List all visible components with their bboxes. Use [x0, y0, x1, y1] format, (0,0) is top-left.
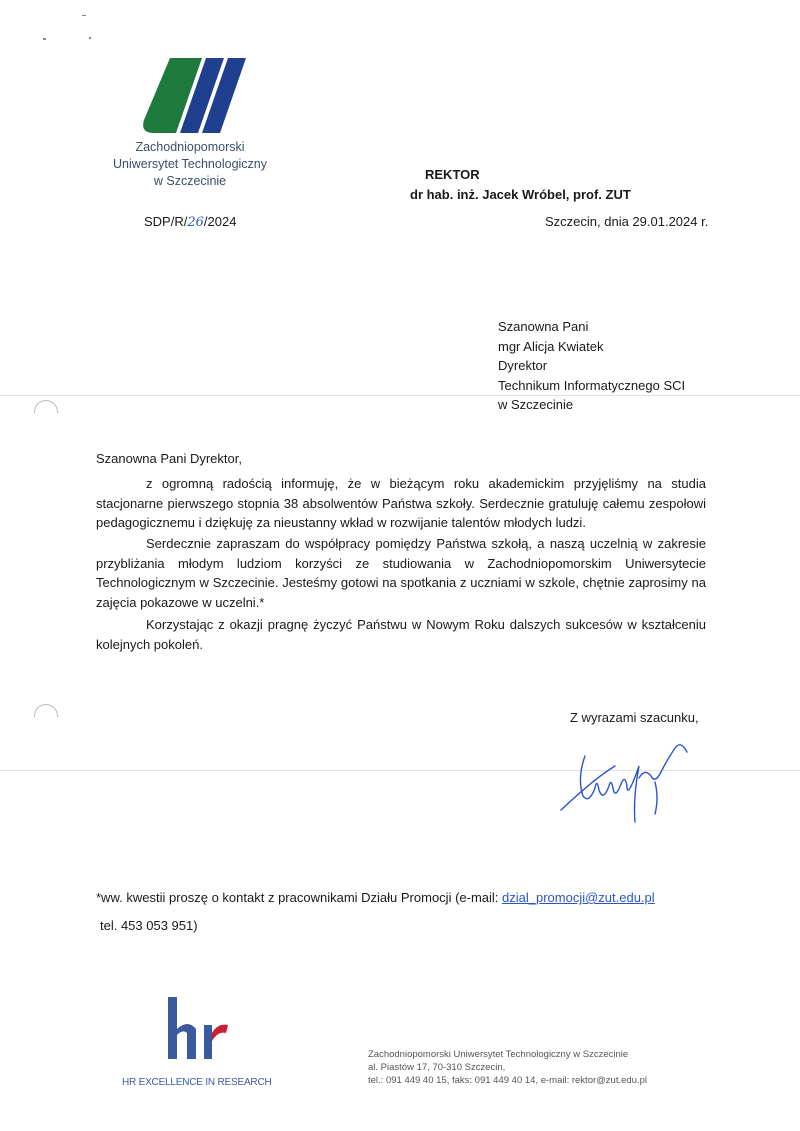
reference-handwritten-number: 26	[187, 215, 204, 230]
university-logo	[140, 58, 250, 133]
rektor-title: REKTOR	[425, 167, 480, 182]
paragraph-3: Korzystając z okazji pragnę życzyć Państwu w Nowym Roku dalszych sukcesów w kształceniu kolejnych pokoleń.	[96, 617, 706, 652]
recipient-line: Technikum Informatycznego SCI	[498, 377, 686, 393]
university-name	[100, 139, 280, 190]
letter-date: Szczecin, dnia 29.01.2024 r.	[545, 214, 709, 229]
university-name-line: Zachodniopomorski	[135, 140, 245, 154]
footer-address-line: tel.: 091 449 40 15, faks: 091 449 40 14, e-mail: rektor@zut.edu.pl	[368, 1075, 647, 1086]
university-name-line: Uniwersytet Technologiczny	[112, 157, 267, 171]
hr-excellence-caption: HR EXCELLENCE IN RESEARCH	[122, 1077, 272, 1088]
footnote	[96, 888, 655, 907]
footer-address	[368, 1048, 647, 1087]
footer-address-line: al. Piastów 17, 70-310 Szczecin,	[368, 1062, 506, 1073]
hr-logo-h-arch	[177, 1024, 196, 1059]
promotion-email-link[interactable]: dzial_promocji@zut.edu.pl	[502, 890, 655, 905]
footnote-phone: tel. 453 053 951)	[100, 918, 198, 933]
punch-hole-mark	[34, 400, 58, 413]
paragraph-2: Serdecznie zapraszam do współpracy pomiędzy Państwa szkołą, a naszą uczelnią w zakresie przybliżania młodym ludziom korzyści ze studiowania w Zachodniopomorskim Uniwersytecie Technologicznym w Szczecinie. Jesteśmy gotowi na spotkania z uczniami w szkole, chętnie zaprosimy na zajęcia pokazowe w uczelni.*	[96, 536, 706, 610]
recipient-address	[498, 317, 685, 415]
scan-speck	[82, 15, 86, 16]
scan-speck	[43, 38, 46, 40]
recipient-line: Szanowna Pani	[498, 319, 589, 334]
recipient-line: w Szczecinie	[498, 397, 574, 412]
paragraph-1: z ogromną radością informuję, że w bieżącym roku akademickim przyjęliśmy na studia stacjonarne pierwszego stopnia 38 absolwentów Państwa szkoły. Serdecznie gratuluję całemu zespołowi pedagogicznemu i dziękuję za nieustanny wkład w rozwijanie talentów młodych ludzi.	[96, 476, 706, 530]
footer-address-line: Zachodniopomorski Uniwersytet Technologiczny w Szczecinie	[368, 1049, 629, 1060]
closing-phrase: Z wyrazami szacunku,	[570, 710, 699, 725]
punch-hole-mark	[34, 704, 58, 717]
scan-speck	[89, 37, 91, 39]
hr-excellence-logo	[160, 995, 230, 1065]
hr-logo-r-stem	[204, 1025, 212, 1059]
reference-prefix: SDP/R/	[144, 214, 188, 229]
sender-block	[410, 165, 646, 205]
handwritten-signature	[555, 738, 705, 828]
recipient-line: mgr Alicja Kwiatek	[498, 338, 604, 354]
reference-number	[144, 214, 236, 230]
rektor-name: dr hab. inż. Jacek Wróbel, prof. ZUT	[410, 187, 631, 202]
footnote-text: *ww. kwestii proszę o kontakt z pracownikami Działu Promocji (e-mail:	[96, 890, 503, 905]
recipient-line: Dyrektor	[498, 358, 548, 373]
hr-logo-r-arm	[212, 1025, 228, 1041]
salutation: Szanowna Pani Dyrektor,	[96, 451, 242, 466]
reference-suffix: /2024	[203, 214, 237, 229]
hr-logo-h-stem	[168, 997, 177, 1059]
university-name-line: w Szczecinie	[153, 174, 227, 188]
